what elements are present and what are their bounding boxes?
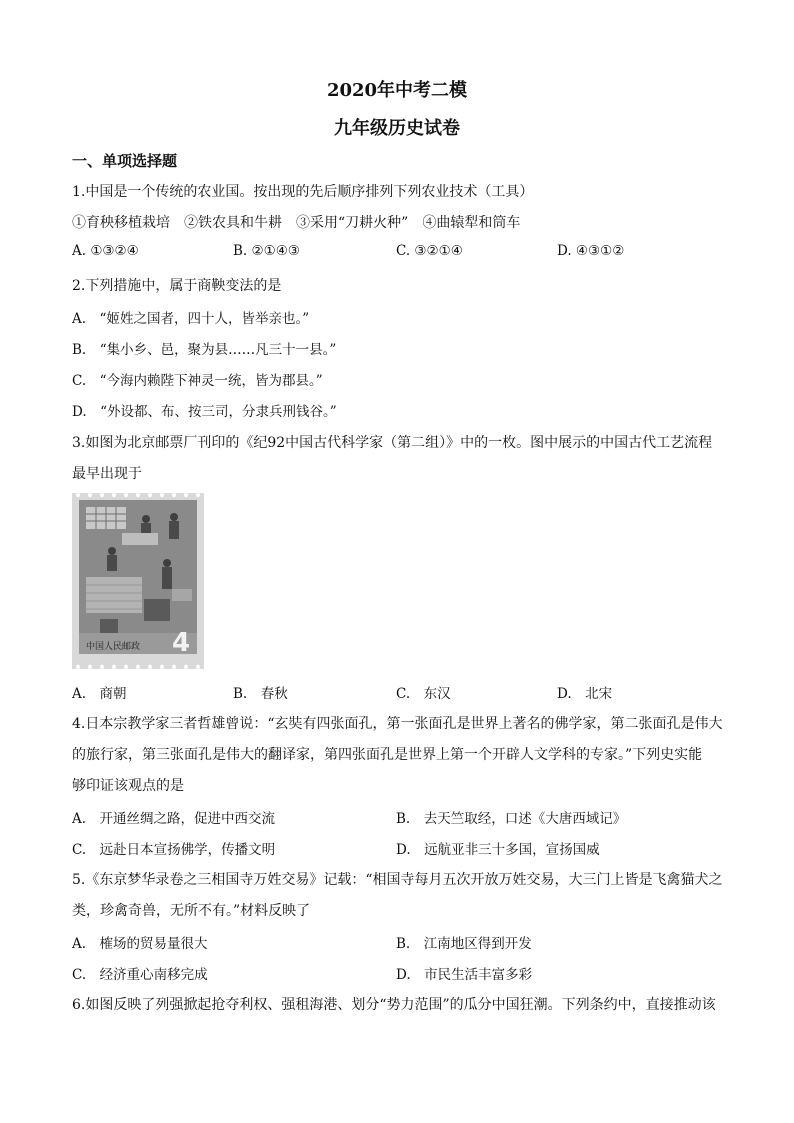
question-4-option-d: D. 远航亚非三十多国，宣扬国威: [396, 842, 600, 858]
section-heading: 一、单项选择题: [72, 152, 178, 170]
question-4-option-b: B. 去天竺取经，口述《大唐西域记》: [396, 811, 627, 827]
question-3-option-d: D. 北宋: [557, 686, 613, 702]
question-2-option-d: D. “外设都、布、按三司，分隶兵刑钱谷。”: [72, 404, 337, 420]
question-2-stem: 2.下列措施中，属于商鞅变法的是: [72, 278, 282, 294]
exam-subtitle: 九年级历史试卷: [334, 118, 460, 139]
question-4-stem-cont-1: 的旅行家，第三张面孔是伟大的翻译家，第四张面孔是世界上第一个开辟人文学科的专家。”下列史实能: [72, 747, 703, 763]
question-1-stem: 1.中国是一个传统的农业国。按出现的先后顺序排列下列农业技术（工具）: [72, 184, 534, 200]
exam-title: 2020年中考二模: [326, 80, 468, 101]
question-1-option-d: D. ④③①②: [557, 243, 625, 259]
question-5-option-b: B. 江南地区得到开发: [396, 936, 532, 952]
question-1-stem-items: ①育秧移植栽培 ②铁农具和牛耕 ③采用“刀耕火种” ④曲辕犁和筒车: [72, 215, 521, 231]
question-5-option-c: C. 经济重心南移完成: [72, 967, 208, 983]
question-3-stem: 3.如图为北京邮票厂刊印的《纪92中国古代科学家（第二组）》中的一枚。图中展示的中国古代工艺流程: [72, 435, 713, 451]
question-5-stem: 5.《东京梦华录卷之三相国寺万姓交易》记载：“相国寺每月五次开放万姓交易，大三门上皆是飞禽猫犬之: [72, 872, 723, 888]
question-2-option-c: C. “今海内赖陛下神灵一统，皆为郡县。”: [72, 373, 323, 389]
question-1-option-a: A. ①③②④: [72, 243, 139, 259]
stamp-value-text: 4: [172, 628, 191, 658]
question-2-option-a: A. “姬姓之国者，四十人，皆举亲也。”: [72, 311, 310, 327]
question-4-stem-cont-2: 够印证该观点的是: [72, 778, 184, 794]
question-5-option-d: D. 市民生活丰富多彩: [396, 967, 533, 983]
question-4-option-c: C. 远赴日本宣扬佛学，传播文明: [72, 842, 276, 858]
question-1-option-b: B. ②①④③: [233, 243, 300, 259]
question-4-stem: 4.日本宗教学家三者哲雄曾说：“玄奘有四张面孔，第一张面孔是世界上著名的佛学家，第二张面孔是伟大: [72, 716, 723, 732]
stamp-country-text: 中国人民邮政: [86, 642, 141, 652]
question-2-option-b: B. “集小乡、邑，聚为县……凡三十一县。”: [72, 342, 337, 358]
question-1-option-c: C. ③②①④: [396, 243, 463, 259]
question-5-stem-cont: 类，珍禽奇兽，无所不有。”材料反映了: [72, 903, 311, 919]
question-4-option-a: A. 开通丝绸之路，促进中西交流: [72, 811, 276, 827]
question-3-option-a: A. 商朝: [72, 686, 127, 702]
question-6-stem: 6.如图反映了列强掀起抢夺利权、强租海港、划分“势力范围”的瓜分中国狂潮。下列条约中，直接推动该: [72, 997, 716, 1013]
question-3-stem-cont: 最早出现于: [72, 466, 142, 482]
question-3-option-b: B. 春秋: [233, 686, 288, 702]
question-3-option-c: C. 东汉: [396, 686, 451, 702]
question-5-option-a: A. 榷场的贸易量很大: [72, 936, 208, 952]
stamp-image: [72, 493, 204, 669]
